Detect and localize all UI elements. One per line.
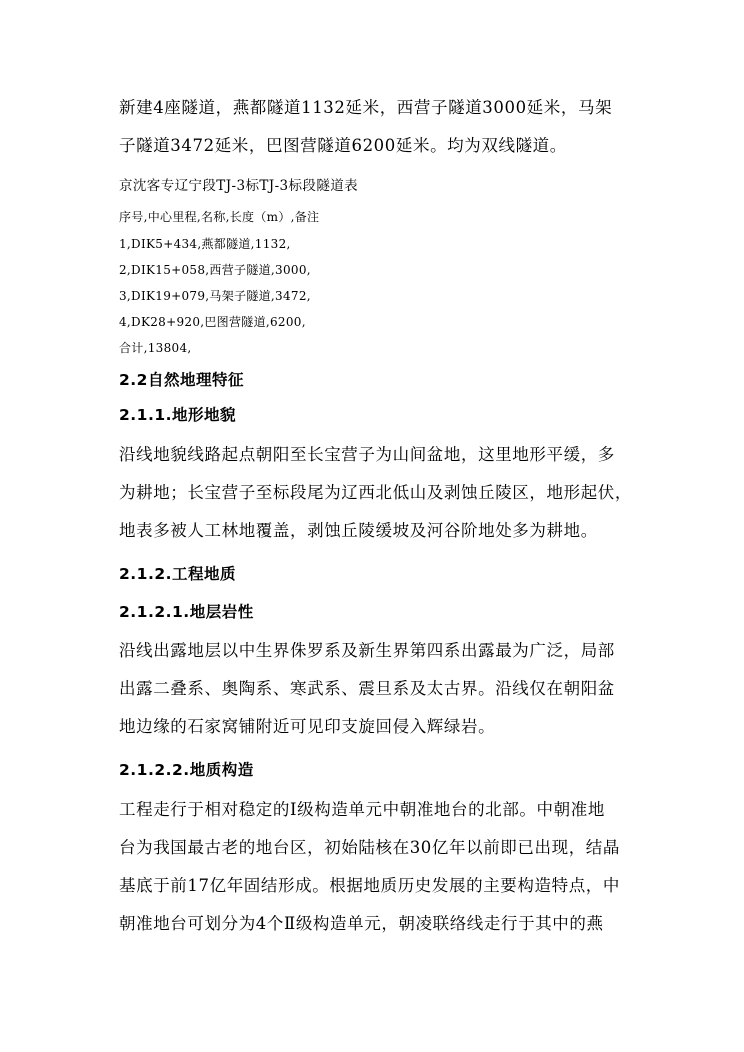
terrain-line: 沿线地貌线路起点朝阳至长宝营子为山间盆地，这里地形平缓，多 [119,445,615,464]
structure-line: 台为我国最古老的地台区，初始陆核在30亿年以前即已出现，结晶 [119,838,620,857]
structure-line: 基底于前17亿年固结形成。根据地质历史发展的主要构造特点，中 [119,876,620,895]
table-header-row: 序号,中心里程,名称,长度（m）,备注 [119,210,320,224]
table-row: 2,DIK15+058,西营子隧道,3000, [119,263,311,277]
terrain-paragraph [119,436,639,550]
intro-paragraph [119,89,639,165]
section-heading-2-2: 2.2自然地理特征 [119,371,244,389]
table-total-row: 合计,13804, [119,341,192,355]
stratum-paragraph [119,632,639,746]
intro-line: 新建4座隧道，燕都隧道1132延米，西营子隧道3000延米，马架 [119,98,613,117]
table-caption: 京沈客专辽宁段TJ-3标TJ-3标段隧道表 [119,178,359,194]
structure-line: 朝准地台可划分为4个Ⅱ级构造单元，朝凌联络线走行于其中的燕 [119,914,604,933]
section-heading-2-1-2-1: 2.1.2.1.地层岩性 [119,603,254,621]
table-row: 3,DIK19+079,马架子隧道,3472, [119,289,311,303]
stratum-line: 出露二叠系、奥陶系、寒武系、震旦系及太古界。沿线仅在朝阳盆 [119,679,615,698]
table-row: 4,DK28+920,巴图营隧道,6200, [119,315,306,329]
terrain-line: 为耕地；长宝营子至标段尾为辽西北低山及剥蚀丘陵区，地形起伏， [119,483,632,502]
section-heading-2-1-1: 2.1.1.地形地貌 [119,406,237,424]
stratum-line: 沿线出露地层以中生界侏罗系及新生界第四系出露最为广泛，局部 [119,641,615,660]
table-row: 1,DIK5+434,燕都隧道,1132, [119,237,291,251]
structure-line: 工程走行于相对稳定的Ⅰ级构造单元中朝准地台的北部。中朝准地 [119,800,605,819]
section-heading-2-1-2-2: 2.1.2.2.地质构造 [119,761,254,779]
terrain-line: 地表多被人工林地覆盖，剥蚀丘陵缓坡及河谷阶地处多为耕地。 [119,521,598,540]
section-heading-2-1-2: 2.1.2.工程地质 [119,565,237,583]
structure-paragraph [119,791,639,943]
intro-line: 子隧道3472延米，巴图营隧道6200延米。均为双线隧道。 [119,136,567,155]
stratum-line: 地边缘的石家窝铺附近可见印支旋回侵入辉绿岩。 [119,717,496,736]
